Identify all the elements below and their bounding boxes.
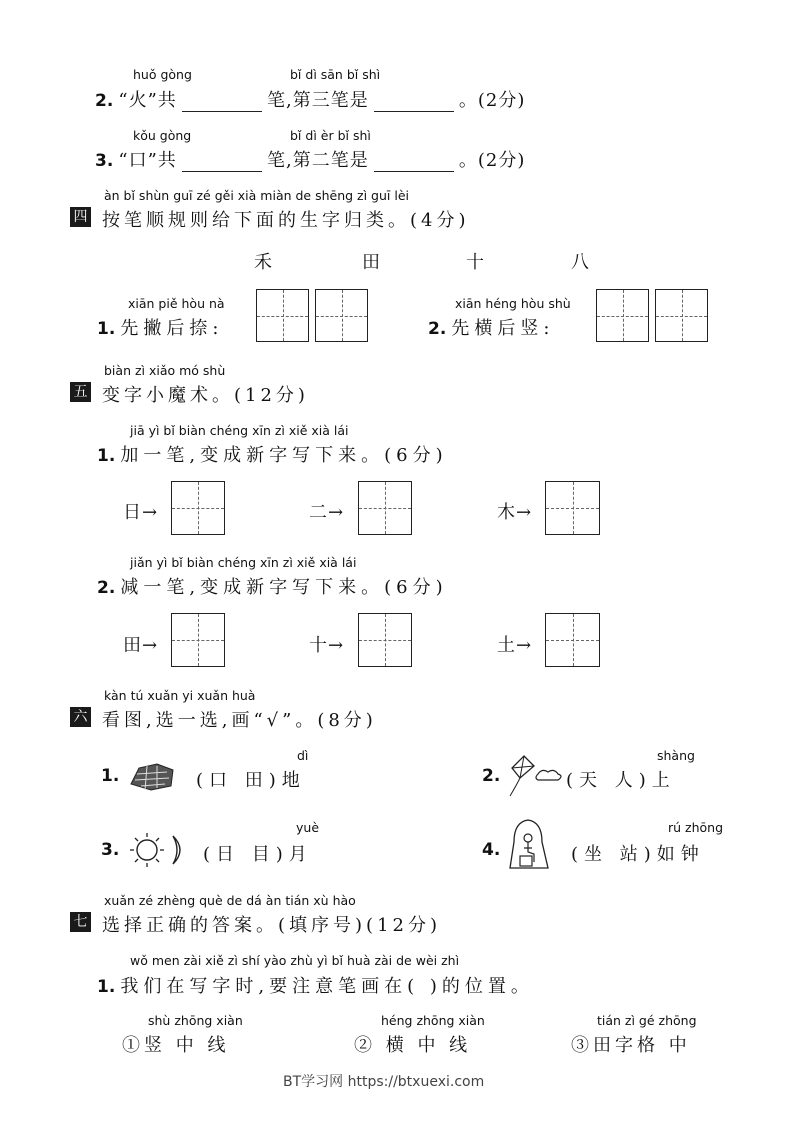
item-number: 4. xyxy=(482,840,501,860)
question-text: “火”共 xyxy=(118,90,177,111)
arrow-label: 木→ xyxy=(497,502,533,523)
choice-question-1 xyxy=(97,972,534,998)
arrow-label: 十→ xyxy=(309,635,345,656)
item-number: 3. xyxy=(101,840,120,860)
item-label: 先横后竖: xyxy=(451,318,555,339)
sort-item-2 xyxy=(428,314,554,340)
arrow-label: 日→ xyxy=(123,502,159,523)
pinyin: àn bǐ shùn guī zé gěi xià miàn de shēng zì guī lèi xyxy=(104,188,409,203)
subquestion-2 xyxy=(97,573,448,599)
section-number-badge: 六 xyxy=(70,707,91,727)
question-text: 笔,第三笔是 xyxy=(266,90,369,111)
arrow-label: 二→ xyxy=(309,502,345,523)
option-2[interactable]: ② 横 中 线 xyxy=(354,1035,472,1056)
writing-grid[interactable] xyxy=(171,613,225,667)
item-text: 减一笔,变成新字写下来。(6分) xyxy=(120,577,448,598)
writing-grid[interactable] xyxy=(315,289,368,342)
pinyin: huǒ gòng xyxy=(133,67,192,82)
pinyin: shàng xyxy=(657,748,695,763)
char-shi: 十 xyxy=(466,252,485,273)
kite-icon xyxy=(502,754,566,798)
item-number: 1. xyxy=(97,446,116,466)
answer-blank[interactable] xyxy=(182,93,262,112)
item-number: 1. xyxy=(97,319,116,339)
question-number: 2. xyxy=(95,91,114,111)
section-title: 变字小魔术。(12分) xyxy=(102,385,309,406)
char-he: 禾 xyxy=(254,252,273,273)
sun-moon-icon xyxy=(127,830,189,870)
item-text: 加一笔,变成新字写下来。(6分) xyxy=(120,445,448,466)
choice-text[interactable]: (日 目)月 xyxy=(203,844,313,865)
pinyin: bǐ dì èr bǐ shì xyxy=(290,128,371,143)
pinyin: yuè xyxy=(296,820,320,835)
item-number: 1. xyxy=(97,977,116,997)
answer-blank[interactable] xyxy=(374,93,454,112)
section-title: 看图,选一选,画“√”。(8分) xyxy=(102,710,377,731)
section-title: 选择正确的答案。(填序号)(12分) xyxy=(102,915,441,936)
arrow-label: 土→ xyxy=(497,635,533,656)
question-number: 3. xyxy=(95,151,114,171)
writing-grid[interactable] xyxy=(171,481,225,535)
pinyin: jiā yì bǐ biàn chéng xīn zì xiě xià lái xyxy=(130,423,349,438)
writing-grid[interactable] xyxy=(655,289,708,342)
pinyin: biàn zì xiǎo mó shù xyxy=(104,363,226,378)
pinyin: xiān héng hòu shù xyxy=(455,296,571,311)
question-text: “口”共 xyxy=(118,150,177,171)
option-3[interactable]: ③田字格 中 xyxy=(571,1035,691,1056)
pinyin: héng zhōng xiàn xyxy=(381,1013,485,1028)
choice-text[interactable]: (口 田)地 xyxy=(196,770,306,791)
writing-grid[interactable] xyxy=(256,289,309,342)
char-ba: 八 xyxy=(571,252,590,273)
section-title: 按笔顺规则给下面的生字归类。(4分) xyxy=(102,210,470,231)
pinyin: kàn tú xuǎn yi xuǎn huà xyxy=(104,688,256,703)
pinyin: xuǎn zé zhèng què de dá àn tián xù hào xyxy=(104,893,356,908)
choice-text[interactable]: (坐 站)如钟 xyxy=(571,844,705,865)
section-number-badge: 七 xyxy=(70,912,91,932)
writing-grid[interactable] xyxy=(596,289,649,342)
pinyin: xiān piě hòu nà xyxy=(128,296,225,311)
pinyin: jiǎn yì bǐ biàn chéng xīn zì xiě xià lái xyxy=(130,555,357,570)
pinyin: wǒ men zài xiě zì shí yào zhù yì bǐ huà zài de wèi zhì xyxy=(130,953,460,968)
writing-grid[interactable] xyxy=(358,613,412,667)
pinyin: tián zì gé zhōng xyxy=(597,1013,697,1028)
item-number: 2. xyxy=(97,578,116,598)
item-number: 2. xyxy=(482,766,501,786)
question-2 xyxy=(95,86,525,112)
question-text: 我们在写字时,要注意笔画在( )的位置。 xyxy=(120,976,534,997)
arrow-label: 田→ xyxy=(123,635,159,656)
question-text: 笔,第二笔是 xyxy=(266,150,369,171)
sort-item-1 xyxy=(97,314,223,340)
char-tian: 田 xyxy=(362,252,381,273)
pinyin: kǒu gòng xyxy=(133,128,192,143)
section-number-badge: 四 xyxy=(70,207,91,227)
pinyin: rú zhōng xyxy=(668,820,724,835)
writing-grid[interactable] xyxy=(545,613,600,667)
subquestion-1 xyxy=(97,441,448,467)
answer-blank[interactable] xyxy=(374,153,454,172)
footer-watermark: BT学习网 https://btxuexi.com xyxy=(283,1074,485,1090)
answer-blank[interactable] xyxy=(182,153,262,172)
writing-grid[interactable] xyxy=(545,481,600,535)
pinyin: dì xyxy=(297,748,309,763)
person-in-bell-icon xyxy=(506,818,552,874)
choice-text[interactable]: (天 人)上 xyxy=(566,770,676,791)
option-1[interactable]: ①竖 中 线 xyxy=(122,1035,230,1056)
item-number: 1. xyxy=(101,766,120,786)
pinyin: shù zhōng xiàn xyxy=(148,1013,243,1028)
section-number-badge: 五 xyxy=(70,382,91,402)
pinyin: bǐ dì sān bǐ shì xyxy=(290,67,381,82)
writing-grid[interactable] xyxy=(358,481,412,535)
question-3 xyxy=(95,146,525,172)
item-label: 先撇后捺: xyxy=(120,318,224,339)
score-text: 。(2分) xyxy=(458,150,526,171)
score-text: 。(2分) xyxy=(458,90,526,111)
item-number: 2. xyxy=(428,319,447,339)
field-picture-icon xyxy=(127,758,177,794)
